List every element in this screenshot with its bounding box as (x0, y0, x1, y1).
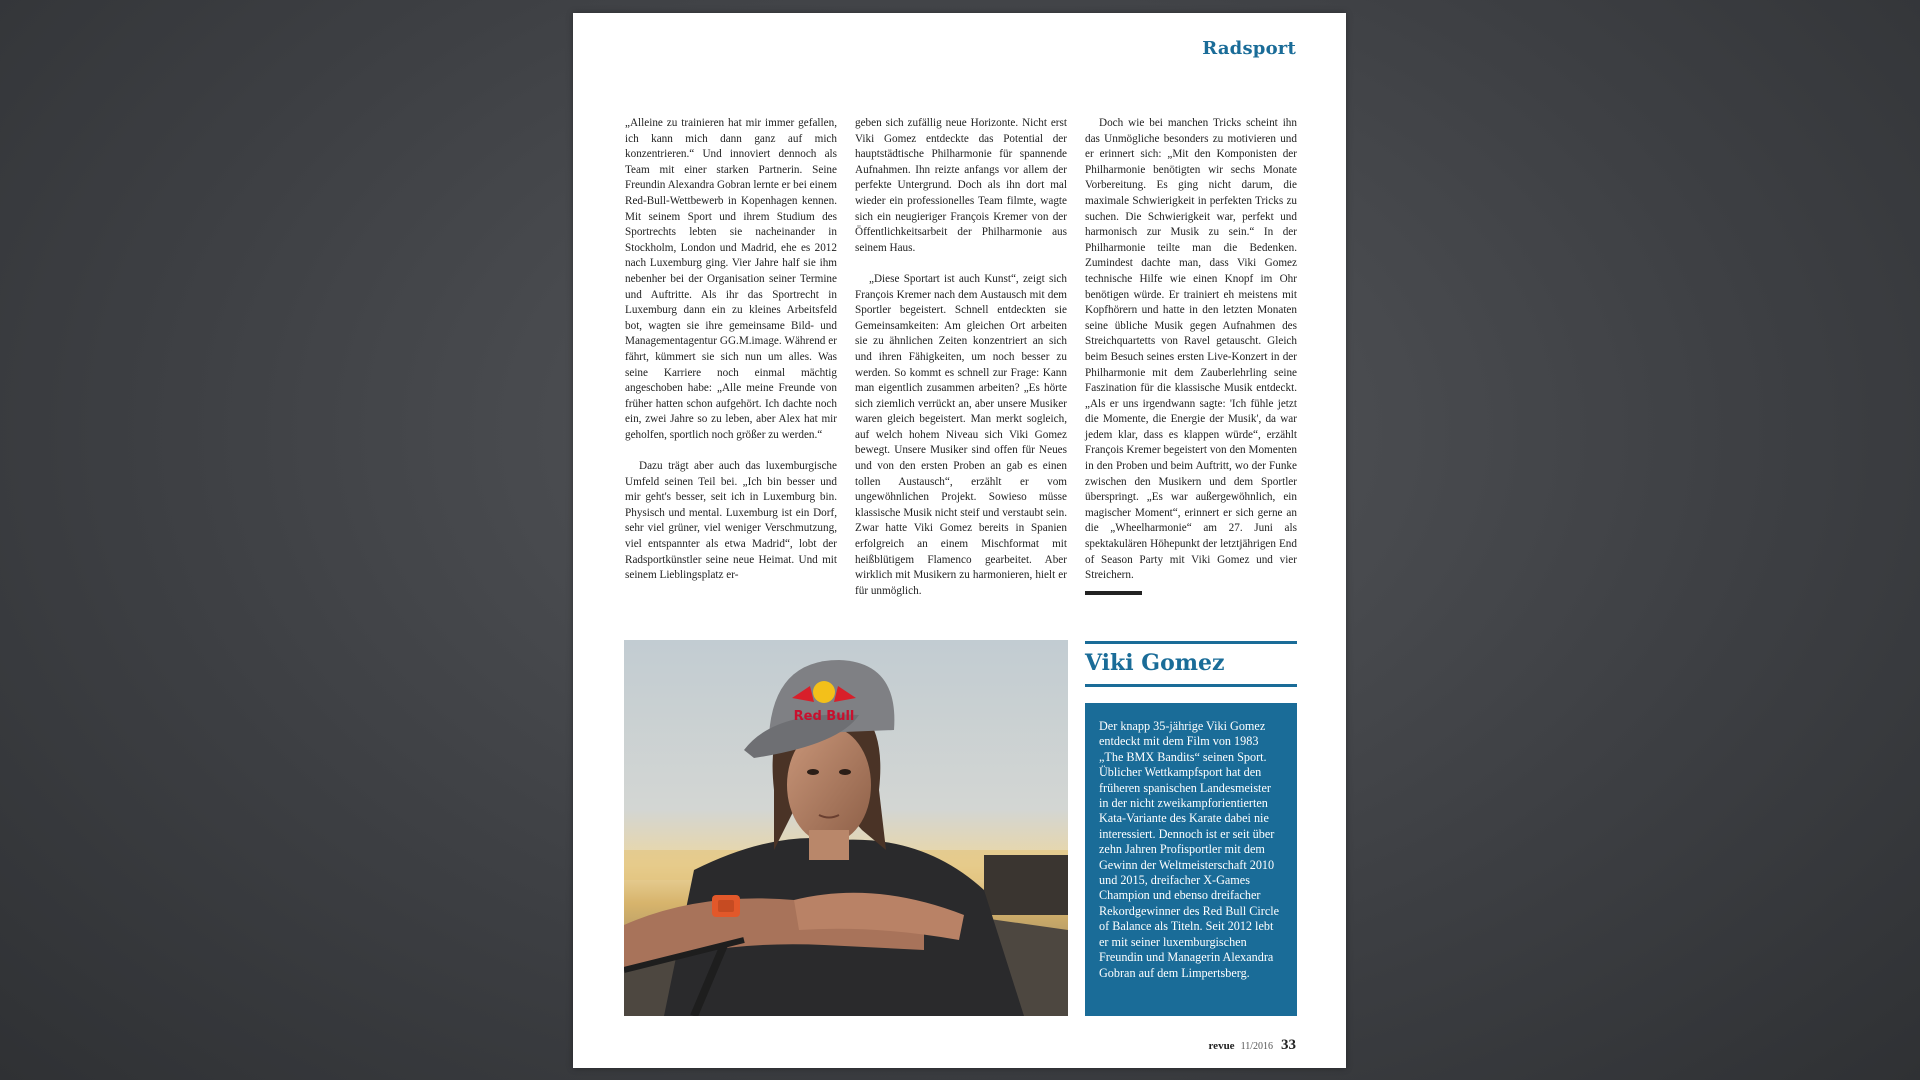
article-end-mark (1085, 591, 1142, 595)
folio (1209, 1036, 1297, 1054)
page-number: 33 (1281, 1037, 1296, 1053)
paragraph: „Diese Sportart ist auch Kunst“, zeigt sich François Kremer nach dem Austausch mit dem Sportler begeistert. Schnell entdeckten sie Gemeinsamkeiten: Am gleichen Ort arbeiten sie zu ähnlichen Zeiten konzentriert an sich und ihren Fähigkeiten, um noch besser zu werden. So kommt es schnell zur Frage: Kann man eigentlich zusammen arbeiten? „Es hörte sich ziemlich verrückt an, aber unsere Musiker waren gleich begeistert. Man merkt sogleich, auf welch hohem Niveau sich Viki Gomez bewegt. Unsere Musiker sind offen für Neues und von den ersten Proben an gab es einen tollen Austausch“, erzählt er vom ungewöhnlichen Projekt. Sowieso müsse klassische Musik nicht steif und verstaubt sein. Zwar hatte Viki Gomez bereits in Spanien erfolgreich an einem Mischformat mit heißblütigem Flamenco gearbeitet. Aber wirklich mit Musikern zu harmonieren, hielt er für unmöglich. (855, 272, 1067, 597)
article-column-2 (855, 116, 1067, 599)
magazine-name: revue (1208, 1040, 1235, 1052)
issue-number: 11/2016 (1240, 1041, 1273, 1052)
sidebar-rule-top (1085, 641, 1297, 644)
section-label: Radsport (1202, 38, 1296, 59)
paragraph: Doch wie bei manchen Tricks scheint ihn das Unmögliche besonders zu motivieren und er erinnert sich: „Mit den Komponisten der Philharmonie benötigten wir sechs Monate Vorbereitung. Es ging nicht darum, die maximale Schwierigkeit in perfekten Tricks zu suchen. Die Schwierigkeit war, perfekt und harmonisch zur Musik zu sein.“ In der Philharmonie teilte man die Bedenken. Zumindest dachte man, dass Viki Gomez technische Hilfe wie einen Knopf im Ohr benötigen würde. Er trainiert eh meistens mit Kopfhörern und hatte in den letzten Monaten seine übliche Musik gegen Aufnahmen des Streichquartetts von Ravel getauscht. Gleich beim Besuch seines ersten Live-Konzert in der Philharmonie mit dem Zauberlehrling seine Faszination für die klassische Musik entdeckt. „Als er uns irgendwann sagte: 'Ich fühle jetzt die Momente, die Energie der Musik', da war jedem klar, dass es klappen würde“, erzählt François Kremer begeistert von den Momenten in den Proben und beim Auftritt, wo der Funke zwischen den Musikern und dem Sportler überspringt. „Es war außergewöhnlich, ein magischer Moment“, erinnert er sich gerne an die „Wheelharmonie“ am 27. Juni als spektakulären Höhepunkt der letztjährigen End of Season Party mit Viki Gomez und vier Streichern. (1085, 117, 1297, 582)
paragraph: „Alleine zu trainieren hat mir immer gefallen, ich kann mich dann ganz auf mich konzentrieren.“ Und innoviert dennoch als Team mit einer starken Partnerin. Seine Freundin Alexandra Gobran lernte er bei einem Red-Bull-Wettbewerb in Kopenhagen kennen. Mit seinem Sport und ihrem Studium des Sportrechts lebten sie nacheinander in Stockholm, London und Madrid, ehe es 2012 nach Luxemburg ging. Vier Jahre half sie ihm nebenher bei der Organisation seiner Termine und Auftritte. Als ihr das Sportrecht in Luxemburg dann ein zu kleines Arbeitsfeld bot, wagten sie ihre gemeinsame Bild- und Managementagentur GG.M.image. Während er fährt, kümmert sie sich nun um alles. Was seine Karriere noch einmal mächtig angeschoben habe: „Alle meine Freunde von früher hatten schon aufgehört. Ich dachte noch ein, zwei Jahre so zu leben, aber Alex hat mir geholfen, sportlich noch größer zu werden.“ (625, 117, 837, 441)
paragraph: Dazu trägt aber auch das luxemburgische Umfeld seinen Teil bei. „Ich bin besser und mir geht's besser, seit ich in Luxemburg bin. Physisch und mental. Luxemburg ist ein Dorf, sehr viel grüner, viel weniger Verschmutzung, viel entspannter als etwa Madrid“, lobt der Radsportkünstler seine neue Heimat. Und mit seinem Lieblingsplatz er- (625, 460, 837, 582)
paragraph: geben sich zufällig neue Horizonte. Nicht erst Viki Gomez entdeckte das Potential der hauptstädtische Philharmonie für spannende Aufnahmen. Ihn reizte anfangs vor allem der perfekte Untergrund. Doch als ihn dort mal wieder ein professionelles Team filmte, wagte sich ein neugieriger François Kremer von der Öffentlichkeitsarbeit der Philharmonie aus seinem Haus. (855, 117, 1067, 254)
article-column-3 (1085, 116, 1297, 584)
sidebar-rule-bottom (1085, 684, 1297, 687)
bio-text: Der knapp 35-jährige Viki Gomez entdeckt mit dem Film von 1983 „The BMX Bandits“ seinen Sport. Üblicher Wettkampfsport hat den früheren spanischen Landesmeister in der nicht zweikampforientierten Kata-Variante des Karate dabei nie interessiert. Dennoch ist er seit über zehn Jahren Profisportler mit dem Gewinn der Weltmeisterschaft 2010 und 2015, dreifacher X-Games Champion und ebenso dreifacher Rekordgewinner des Red Bull Circle of Balance als Titeln. Seit 2012 lebt er mit seiner luxemburgischen Freundin und Managerin Alexandra Gobran auf dem Limpertsberg. (1099, 719, 1280, 980)
sidebar-title: Viki Gomez (1085, 650, 1225, 676)
bio-box (1085, 703, 1297, 1016)
portrait-photo (624, 640, 1068, 1016)
article-column-1 (625, 116, 837, 584)
magazine-page (573, 13, 1346, 1068)
cap-logo: Red Bull (793, 709, 855, 724)
portrait-illustration (624, 640, 1068, 1016)
